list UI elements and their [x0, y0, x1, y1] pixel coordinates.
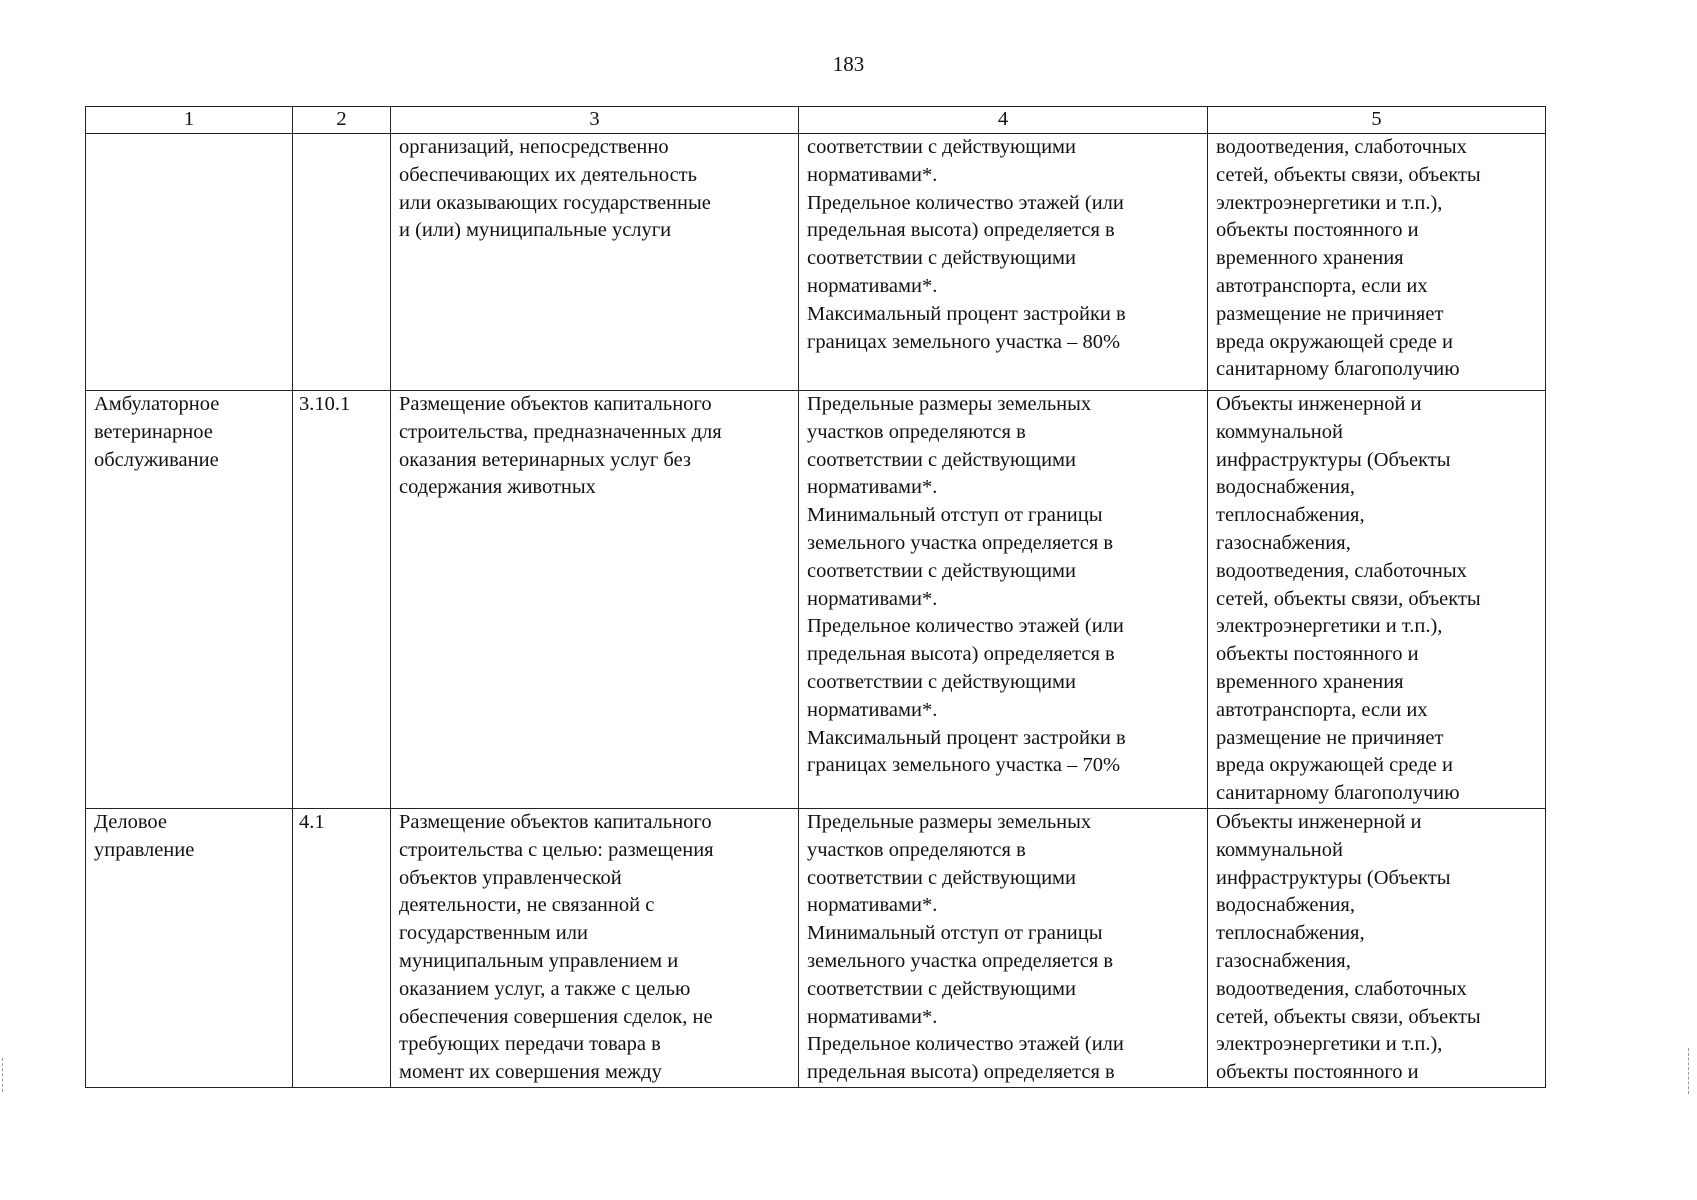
- auxiliary-cell: [1208, 391, 1546, 809]
- column-header-1: 1: [86, 107, 293, 134]
- parameters-cell: [799, 391, 1208, 809]
- table-row: [86, 808, 1546, 1087]
- land-use-code-cell: [293, 134, 391, 391]
- land-use-code: 3.10.1: [299, 393, 351, 415]
- scan-margin-mark-right: [1688, 1048, 1691, 1094]
- column-header-4: 4: [799, 107, 1208, 134]
- land-use-code-cell: [293, 808, 391, 1087]
- table-row: [86, 391, 1546, 809]
- auxiliary-uses: Объекты инженерной и коммунальной инфраструктуры (Объекты водоснабжения, теплоснабжения, газоснабжения, водоотведения, слаботочных сетей, объекты связи, объекты электроэнергетики и т.п.), объекты постоянного и временного хранения автотранспорта, если их размещение не причиняет вреда окружающей среде и санитарному благополучию: [1216, 393, 1481, 805]
- land-use-name-cell: [86, 134, 293, 391]
- auxiliary-uses: Объекты инженерной и коммунальной инфраструктуры (Объекты водоснабжения, теплоснабжения, газоснабжения, водоотведения, слаботочных сетей, объекты связи, объекты электроэнергетики и т.п.), объекты постоянного и: [1216, 810, 1481, 1084]
- land-use-code: 4.1: [299, 810, 325, 833]
- column-header-2: 2: [293, 107, 391, 134]
- building-parameters: Предельные размеры земельных участков определяются в соответствии с действующими нормативами*. Минимальный отступ от границы земельного участка определяется в соответствии с действующими нормативами*. Предельное количество этажей (или предельная высота) определяется в: [807, 810, 1124, 1084]
- land-use-description: Размещение объектов капитального строительства, предназначенных для оказания ветеринарных услуг без содержания животных: [399, 393, 722, 499]
- auxiliary-cell: [1208, 808, 1546, 1087]
- land-use-description: организаций, непосредственно обеспечивающих их деятельность или оказывающих государственные и (или) муниципальные услуги: [399, 136, 711, 242]
- description-cell: [391, 391, 799, 809]
- land-use-description: Размещение объектов капитального строительства с целью: размещения объектов управленческой деятельности, не связанной с государственным или муниципальным управлением и оказанием услуг, а также с целью обеспечения совершения сделок, не требующих передачи товара в момент их совершения между: [399, 810, 714, 1084]
- table-row: [86, 134, 1546, 391]
- parameters-cell: [799, 808, 1208, 1087]
- land-use-name-cell: [86, 808, 293, 1087]
- building-parameters: соответствии с действующими нормативами*. Предельное количество этажей (или предельная высота) определяется в соответствии с действующими нормативами*. Максимальный процент застройки в границах земельного участка – 80%: [807, 136, 1126, 353]
- scan-margin-mark-left: [2, 1058, 5, 1092]
- land-use-name-cell: [86, 391, 293, 809]
- building-parameters: Предельные размеры земельных участков определяются в соответствии с действующими нормативами*. Минимальный отступ от границы земельного участка определяется в соответствии с действующими нормативами*. Предельное количество этажей (или предельная высота) определяется в соответствии с действующими нормативами*. Максимальный процент застройки в границах земельного участка – 70%: [807, 393, 1126, 777]
- regulations-table: [85, 106, 1546, 1088]
- auxiliary-cell: [1208, 134, 1546, 391]
- column-header-3: 3: [391, 107, 799, 134]
- land-use-code-cell: [293, 391, 391, 809]
- parameters-cell: [799, 134, 1208, 391]
- column-header-5: 5: [1208, 107, 1546, 134]
- land-use-name: Амбулаторное ветеринарное обслуживание: [94, 393, 220, 471]
- table-header-row: [86, 107, 1546, 134]
- land-use-name: Деловое управление: [94, 810, 195, 861]
- auxiliary-uses: водоотведения, слаботочных сетей, объекты связи, объекты электроэнергетики и т.п.), объекты постоянного и временного хранения автотранспорта, если их размещение не причиняет вреда окружающей среде и санитарному благополучию: [1216, 136, 1481, 381]
- description-cell: [391, 134, 799, 391]
- page-number: 183: [832, 52, 865, 76]
- description-cell: [391, 808, 799, 1087]
